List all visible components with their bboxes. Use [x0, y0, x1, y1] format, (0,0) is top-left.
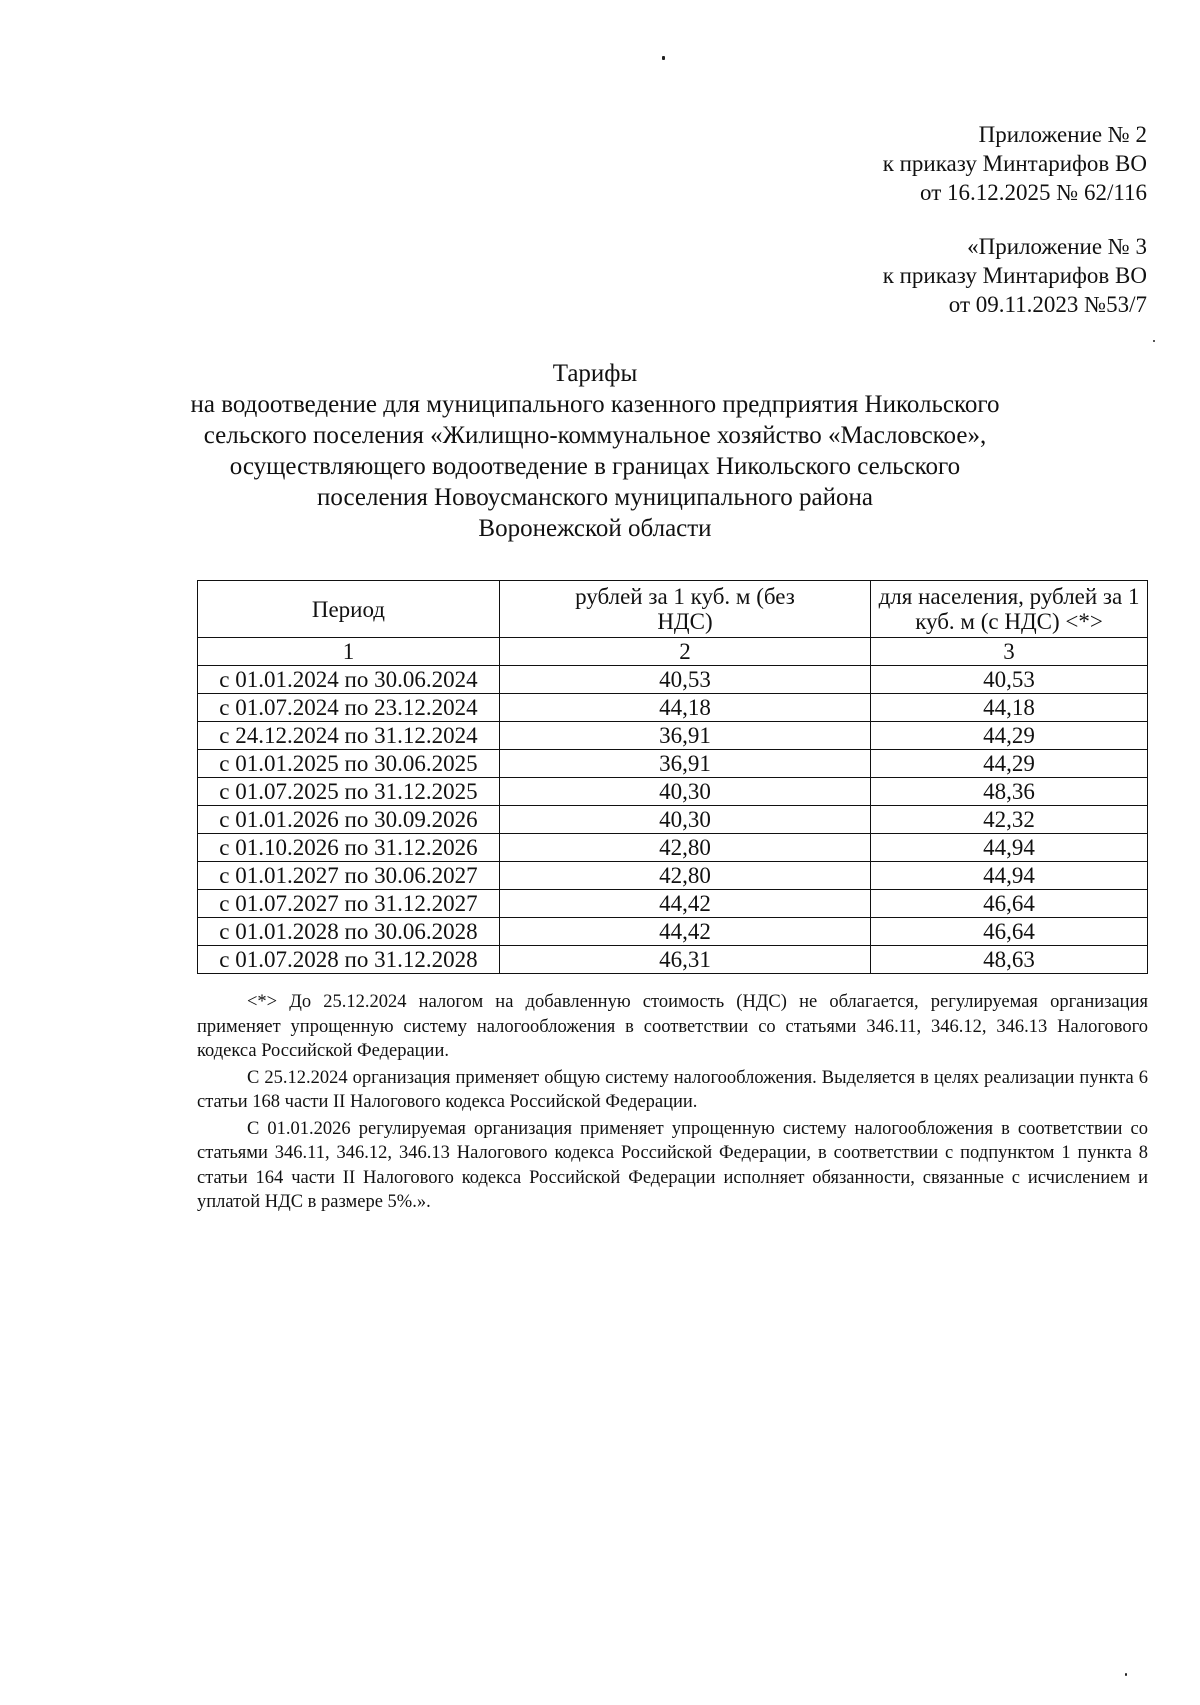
- period-cell: с 01.07.2024 по 23.12.2024: [198, 694, 500, 722]
- price-no-vat-cell: 36,91: [499, 722, 870, 750]
- period-cell: с 24.12.2024 по 31.12.2024: [198, 722, 500, 750]
- table-row: [198, 946, 1148, 974]
- quoted-header-line: к приказу Минтарифов ВО: [882, 263, 1147, 288]
- scan-speck: [662, 56, 665, 60]
- price-with-vat-cell: 48,36: [871, 778, 1148, 806]
- price-no-vat-cell: 44,42: [499, 890, 870, 918]
- period-cell: с 01.01.2028 по 30.06.2028: [198, 918, 500, 946]
- footnote-paragraph: С 25.12.2024 организация применяет общую систему налогообложения. Выделяется в целях реализации пункта 6 статьи 168 части II Налогового кодекса Российской Федерации.: [197, 1067, 1148, 1112]
- price-with-vat-cell: 42,32: [871, 806, 1148, 834]
- title-line: поселения Новоусманского муниципального района: [316, 484, 873, 511]
- tariffs-table: [197, 580, 1148, 974]
- table-row: [198, 834, 1148, 862]
- price-no-vat-cell: 42,80: [499, 862, 870, 890]
- price-with-vat-cell: 46,64: [871, 890, 1148, 918]
- document-title: [150, 358, 1040, 544]
- title-line: сельского поселения «Жилищно-коммунальное хозяйство «Масловское»,: [203, 422, 987, 449]
- column-number: 2: [499, 638, 870, 666]
- price-no-vat-cell: 40,30: [499, 778, 870, 806]
- attachment-header-line: к приказу Минтарифов ВО: [882, 151, 1147, 176]
- price-with-vat-cell: 48,63: [871, 946, 1148, 974]
- footnote-paragraph: С 01.01.2026 регулируемая организация применяет упрощенную систему налогообложения в соответствии со статьями 346.11, 346.12, 346.13 Налогового кодекса Российской Федерации, в соответствии с подпунктом 1 пункта 8 статьи 164 части II Налогового кодекса Российской Федерации исполняет обязанности, связанные с исчислением и уплатой НДС в размере 5%.».: [197, 1118, 1148, 1212]
- period-cell: с 01.01.2024 по 30.06.2024: [198, 666, 500, 694]
- title-line: на водоотведение для муниципального казенного предприятия Никольского: [190, 391, 1000, 418]
- table-row: [198, 778, 1148, 806]
- title-line: Тарифы: [552, 360, 638, 387]
- period-cell: с 01.01.2025 по 30.06.2025: [198, 750, 500, 778]
- price-with-vat-cell: 44,29: [871, 750, 1148, 778]
- scan-speck: [1153, 340, 1155, 342]
- header-price-with-vat: для населения, рублей за 1 куб. м (с НДС) <*>: [871, 581, 1148, 638]
- table-row: [198, 890, 1148, 918]
- price-no-vat-cell: 40,30: [499, 806, 870, 834]
- attachment-header: [883, 120, 1147, 207]
- scan-speck: [1125, 1673, 1127, 1676]
- table-row: [198, 918, 1148, 946]
- price-no-vat-cell: 36,91: [499, 750, 870, 778]
- quoted-header-line: от 09.11.2023 №53/7: [948, 292, 1147, 317]
- price-with-vat-cell: 46,64: [871, 918, 1148, 946]
- period-cell: с 01.01.2027 по 30.06.2027: [198, 862, 500, 890]
- table-row: [198, 862, 1148, 890]
- price-with-vat-cell: 44,94: [871, 862, 1148, 890]
- price-with-vat-cell: 40,53: [871, 666, 1148, 694]
- attachment-header-line: от 16.12.2025 № 62/116: [920, 180, 1147, 205]
- table-row: [198, 694, 1148, 722]
- period-cell: с 01.01.2026 по 30.09.2026: [198, 806, 500, 834]
- price-with-vat-cell: 44,18: [871, 694, 1148, 722]
- table-row: [198, 666, 1148, 694]
- table-row: [198, 750, 1148, 778]
- quoted-attachment-header: [883, 232, 1147, 319]
- price-no-vat-cell: 46,31: [499, 946, 870, 974]
- price-no-vat-cell: 44,42: [499, 918, 870, 946]
- price-no-vat-cell: 44,18: [499, 694, 870, 722]
- price-no-vat-cell: 42,80: [499, 834, 870, 862]
- table-header-row: [198, 581, 1148, 638]
- period-cell: с 01.10.2026 по 31.12.2026: [198, 834, 500, 862]
- header-period: Период: [198, 581, 500, 638]
- period-cell: с 01.07.2027 по 31.12.2027: [198, 890, 500, 918]
- table-row: [198, 722, 1148, 750]
- column-number: 1: [198, 638, 500, 666]
- price-with-vat-cell: 44,29: [871, 722, 1148, 750]
- period-cell: с 01.07.2028 по 31.12.2028: [198, 946, 500, 974]
- header-price-no-vat: рублей за 1 куб. м (без НДС): [499, 581, 870, 638]
- quoted-header-line: «Приложение № 3: [967, 234, 1147, 259]
- attachment-header-line: Приложение № 2: [978, 122, 1147, 147]
- table-row: [198, 806, 1148, 834]
- column-number: 3: [871, 638, 1148, 666]
- title-line: Воронежской области: [478, 515, 712, 542]
- price-no-vat-cell: 40,53: [499, 666, 870, 694]
- price-with-vat-cell: 44,94: [871, 834, 1148, 862]
- column-number-row: [198, 638, 1148, 666]
- footnote-paragraph: <*> До 25.12.2024 налогом на добавленную стоимость (НДС) не облагается, регулируемая организация применяет упрощенную систему налогообложения в соответствии со статьями 346.11, 346.12, 346.13 Налогового кодекса Российской Федерации.: [197, 992, 1148, 1061]
- footnotes: [197, 990, 1148, 1217]
- title-line: осуществляющего водоотведение в границах Никольского сельского: [229, 453, 961, 480]
- period-cell: с 01.07.2025 по 31.12.2025: [198, 778, 500, 806]
